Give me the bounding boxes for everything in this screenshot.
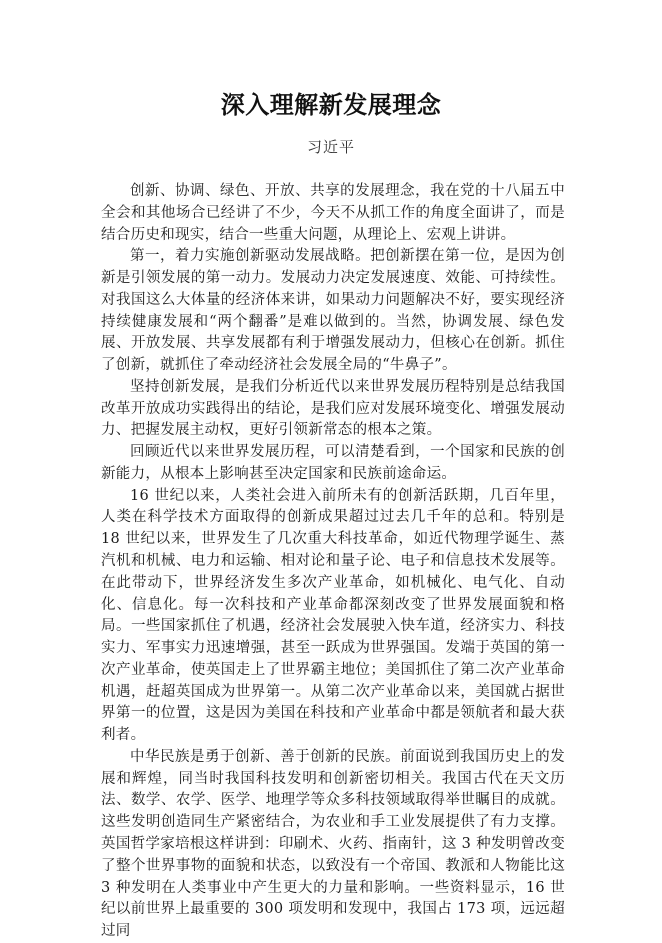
paragraph-innovation-strategy: 第一，着力实施创新驱动发展战略。把创新摆在第一位，是因为创新是引领发展的第一动力。发展动力决定发展速度、效能、可持续性。对我国这么大体量的经济体来讲，如果动力问题解决不好，要实现经济持续健康发展和“两个翻番”是难以做到的。当然，协调发展、绿色发展、开放发展、共享发展都有利于增强发展动力，但核心在创新。抓住了创新，就抓住了牵动经济社会发展全局的“牛鼻子”。: [101, 248, 565, 374]
paragraph-intro: 创新、协调、绿色、开放、共享的发展理念，我在党的十八届五中全会和其他场合已经讲了不少，今天不从抓工作的角度全面讲了，而是结合历史和现实，结合一些重大问题，从理论上、宏观上讲讲。: [101, 183, 565, 243]
document-title: 深入理解新发展理念: [220, 91, 442, 119]
document-author: 习近平: [306, 138, 355, 156]
paragraph-innovation-conclusion: 坚持创新发展，是我们分析近代以来世界发展历程特别是总结我国改革开放成功实践得出的结论，是我们应对发展环境变化、增强发展动力、把握发展主动权，更好引领新常态的根本之策。: [101, 378, 565, 439]
paragraph-history-review: 回顾近代以来世界发展历程，可以清楚看到，一个国家和民族的创新能力，从根本上影响甚至决定国家和民族前途命运。: [101, 444, 565, 482]
document-body: [101, 181, 565, 943]
paragraph-chinese-innovation: 中华民族是勇于创新、善于创新的民族。前面说到我国历史上的发展和辉煌，同当时我国科技发明和创新密切相关。我国古代在天文历法、数学、农学、医学、地理学等众多科技领域取得举世瞩目的成就。这些发明创造同生产紧密结合，为农业和手工业发展提供了有力支撑。英国哲学家培根这样讲到：印刷术、火药、指南针，这 3 种发明曾改变了整个世界事物的面貌和状态，以致没有一个帝国、教派和人物能比这 3 种发明在人类事业中产生更大的力量和影响。一些资料显示，16 世纪以前世界上最重要的 300 项发明和发现中，我国占 173 项，远远超过同: [101, 748, 565, 940]
paragraph-tech-revolutions: 16 世纪以来，人类社会进入前所未有的创新活跃期，几百年里，人类在科学技术方面取得的创新成果超过过去几千年的总和。特别是 18 世纪以来，世界发生了几次重大科技革命，如近代物理学诞生、蒸汽机和机械、电力和运输、相对论和量子论、电子和信息技术发展等。在此带动下，世界经济发生多次产业革命，如机械化、电气化、自动化、信息化。每一次科技和产业革命都深刻改变了世界发展面貌和格局。一些国家抓住了机遇，经济社会发展驶入快车道，经济实力、科技实力、军事实力迅速增强，甚至一跃成为世界强国。发端于英国的第一次产业革命，使英国走上了世界霸主地位；美国抓住了第二次产业革命机遇，赶超英国成为世界第一。从第二次产业革命以来，美国就占据世界第一的位置，这是因为美国在科技和产业革命中都是领航者和最大获利者。: [101, 487, 565, 744]
